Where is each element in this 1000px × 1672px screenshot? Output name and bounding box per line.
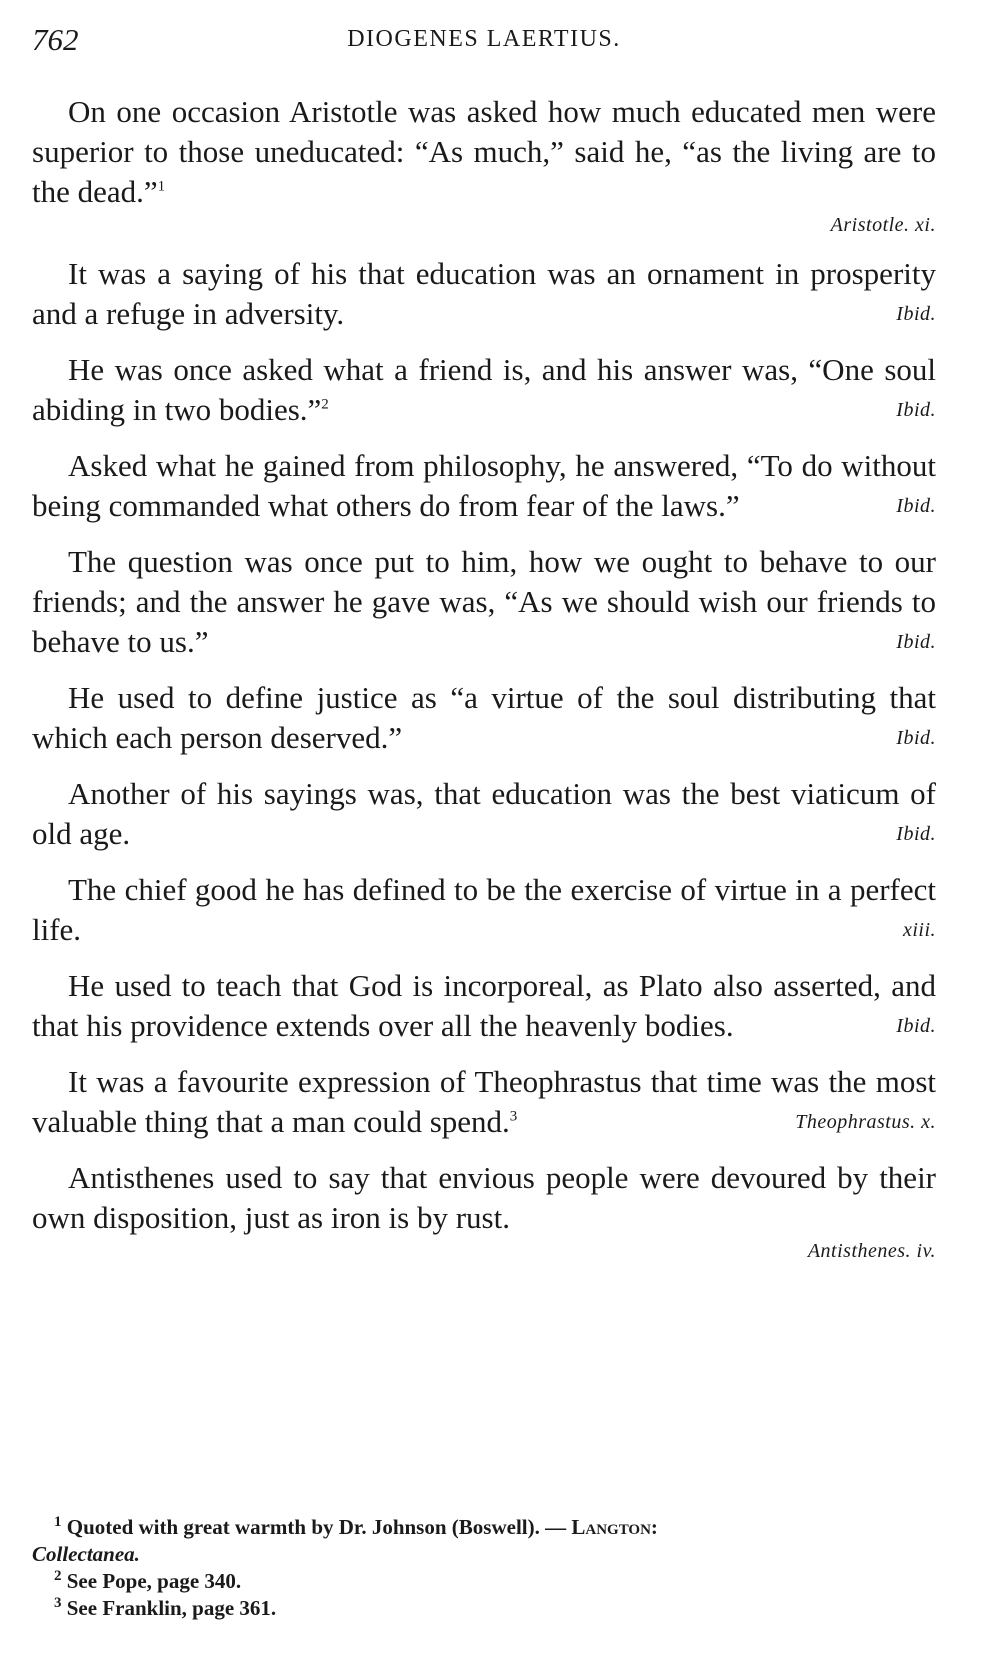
running-head: DIOGENES LAERTIUS. — [347, 26, 621, 52]
entry-text: Another of his sayings was, that education was the best viaticum of old age. Ibid. — [32, 774, 936, 854]
entry-citation: Ibid. — [896, 631, 936, 653]
entry-citation: Ibid. — [896, 399, 936, 421]
entry-4 — [32, 446, 936, 526]
entry-text: He was once asked what a friend is, and his answer was, “One soul abiding in two bodies.”$^2$ Ibid. — [32, 350, 936, 430]
footnotes — [32, 1514, 936, 1622]
footnote-ref-2: 2 — [321, 396, 329, 413]
entry-citation: Theophrastus. x. — [795, 1111, 936, 1133]
entry-citation: Ibid. — [896, 303, 936, 325]
entry-1 — [32, 92, 936, 238]
footnote-2: $^2$ See Pope, page 340. — [54, 1568, 242, 1593]
footnote-ref-3: 3 — [509, 1108, 518, 1125]
entry-text: He used to teach that God is incorporeal, as Plato also asserted, and that his providence extends over all the heavenly bodies. Ibid. — [32, 966, 936, 1046]
entry-citation: Ibid. — [896, 495, 936, 517]
entry-citation: Antisthenes. iv. — [807, 1240, 936, 1262]
entry-text: It was a favourite expression of Theophrastus that time was the most valuable thing that a man could spend.$^3$ Theophrastus. x. — [32, 1062, 936, 1142]
entry-text: The question was once put to him, how we ought to behave to our friends; and the answer he gave was, “As we should wish our friends to behave to us.” Ibid. — [32, 542, 936, 662]
entry-2 — [32, 254, 936, 334]
quotation-entries — [32, 92, 936, 1280]
footnote-1: $^1$ Quoted with great warmth by Dr. Johnson (Boswell). — Langton: Collectanea. — [32, 1514, 658, 1566]
entry-8 — [32, 870, 936, 950]
page-number: 762 — [32, 22, 79, 57]
entry-7 — [32, 774, 936, 854]
entry-text: On one occasion Aristotle was asked how much educated men were superior to those uneducated: “As much,” said he, “as the living are to the dead.”$^1$ — [32, 94, 936, 209]
entry-citation: Ibid. — [896, 1015, 936, 1037]
page-header — [32, 22, 936, 62]
entry-citation: Ibid. — [896, 727, 936, 749]
entry-text: The chief good he has defined to be the exercise of virtue in a perfect life. xiii. — [32, 870, 936, 950]
entry-text: Antisthenes used to say that envious people were devoured by their own disposition, just as iron is by rust. — [32, 1160, 936, 1235]
entry-citation: Aristotle. xi. — [830, 214, 936, 236]
entry-6 — [32, 678, 936, 758]
entry-3 — [32, 350, 936, 430]
entry-text: Asked what he gained from philosophy, he answered, “To do without being commanded what others do from fear of the laws.” Ibid. — [32, 446, 936, 526]
entry-citation: xiii. — [902, 919, 936, 941]
entry-5 — [32, 542, 936, 662]
footnote-ref-1: 1 — [157, 178, 166, 195]
entry-text: He used to define justice as “a virtue of the soul distributing that which each person deserved.” Ibid. — [32, 678, 936, 758]
entry-10 — [32, 1062, 936, 1142]
entry-citation: Ibid. — [896, 823, 936, 845]
footnote-3: $^3$ See Franklin, page 361. — [54, 1595, 277, 1620]
entry-text: It was a saying of his that education was an ornament in prosperity and a refuge in adversity. Ibid. — [32, 254, 936, 334]
entry-9 — [32, 966, 936, 1046]
entry-11 — [32, 1158, 936, 1264]
